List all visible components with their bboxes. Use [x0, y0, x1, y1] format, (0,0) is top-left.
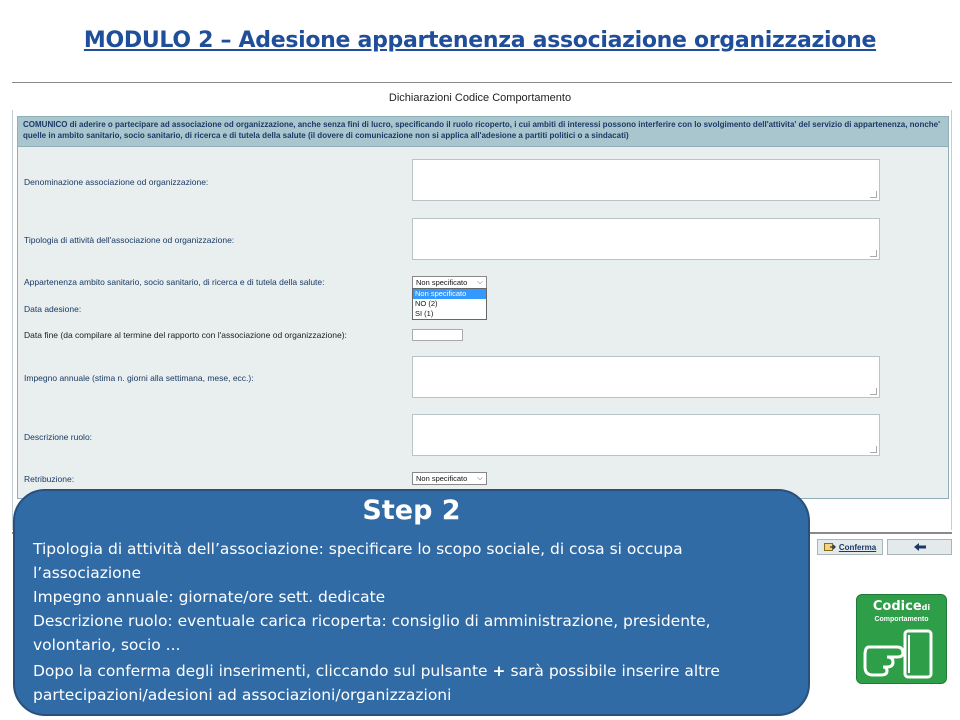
form-header: Dichiarazioni Codice Comportamento	[388, 92, 572, 104]
logo-subtitle: Comportamento	[874, 616, 929, 623]
resize-grip-icon[interactable]	[870, 388, 877, 395]
descrizione-input[interactable]	[412, 414, 880, 456]
label-data-adesione: Data adesione:	[24, 304, 82, 314]
label-denominazione: Denominazione associazione od organizzazione:	[24, 177, 209, 187]
data-fine-input[interactable]	[412, 329, 463, 341]
tipologia-input[interactable]	[412, 218, 880, 260]
top-divider	[12, 82, 952, 83]
back-button[interactable]	[887, 539, 952, 555]
chevron-down-icon: ⌵	[477, 475, 483, 482]
logo-line1: Codice	[872, 599, 922, 614]
label-data-fine: Data fine (da compilare al termine del rapporto con l'associazione od organizzazione):	[24, 330, 347, 340]
step-line: Descrizione ruolo: eventuale carica ricoperta: consiglio di amministrazione, presidente, volontario, socio ...	[33, 612, 711, 654]
form-panel	[17, 116, 949, 499]
step-line-last	[33, 659, 795, 707]
notice-text: COMUNICO di aderire o partecipare ad associazione od organizzazione, anche senza fini di lucro, specificando il ruolo ricoperto, i cui ambiti di interessi possono interferire con lo svolgimento dell'attivita' del servizio di appartenenza, nonche' quelle in ambito sanitario, socio sanitario, di ricerca e di tutela della salute (il dovere di comunicazione non si applica all'adesione a partiti politici o a sindacati)	[18, 117, 948, 147]
appartenenza-select-value: Non specificato	[416, 278, 468, 287]
dropdown-option[interactable]: Non specificato	[413, 289, 486, 299]
save-arrow-icon	[824, 542, 836, 552]
logo-title	[857, 599, 946, 614]
retribuzione-select[interactable]	[412, 472, 487, 485]
slide-title: MODULO 2 – Adesione appartenenza associazione organizzazione	[83, 28, 877, 53]
codice-comportamento-logo	[856, 594, 947, 684]
step-callout	[13, 489, 810, 716]
step-line-part: sarà possibile inserire altre partecipazioni/adesioni ad associazioni/organizzazioni	[33, 662, 720, 704]
label-appartenenza: Appartenenza ambito sanitario, socio sanitario, di ricerca e di tutela della salute:	[24, 277, 325, 287]
step-line: Impegno annuale: giornate/ore sett. dedicate	[33, 588, 386, 606]
dropdown-option[interactable]: NO (2)	[415, 299, 438, 308]
retribuzione-select-value: Non specificato	[416, 474, 468, 483]
step-body	[33, 537, 795, 707]
label-descrizione: Descrizione ruolo:	[24, 432, 93, 442]
appartenenza-dropdown-list	[412, 288, 487, 320]
plus-symbol: +	[492, 662, 506, 680]
dropdown-option[interactable]: SI (1)	[415, 309, 434, 318]
resize-grip-icon[interactable]	[870, 446, 877, 453]
step-line: Tipologia di attività dell’associazione: specificare lo scopo sociale, di cosa si occupa l’associazione	[33, 540, 683, 582]
label-tipologia: Tipologia di attività dell'associazione od organizzazione:	[24, 235, 235, 245]
arrow-left-icon	[913, 542, 927, 552]
resize-grip-icon[interactable]	[870, 250, 877, 257]
conferma-button[interactable]	[817, 539, 883, 555]
step-line-part: Dopo la conferma degli inserimenti, cliccando sul pulsante	[33, 662, 493, 680]
conferma-button-label: Conferma	[838, 542, 877, 552]
logo-line1-small: di	[921, 603, 931, 612]
impegno-input[interactable]	[412, 356, 880, 398]
denominazione-input[interactable]	[412, 159, 880, 201]
hand-document-icon	[857, 627, 947, 684]
label-retribuzione: Retribuzione:	[24, 474, 75, 484]
chevron-down-icon: ⌵	[477, 279, 483, 286]
label-impegno: Impegno annuale (stima n. giorni alla settimana, mese, ecc.):	[24, 373, 254, 383]
resize-grip-icon[interactable]	[870, 191, 877, 198]
step-title: Step 2	[362, 495, 461, 526]
